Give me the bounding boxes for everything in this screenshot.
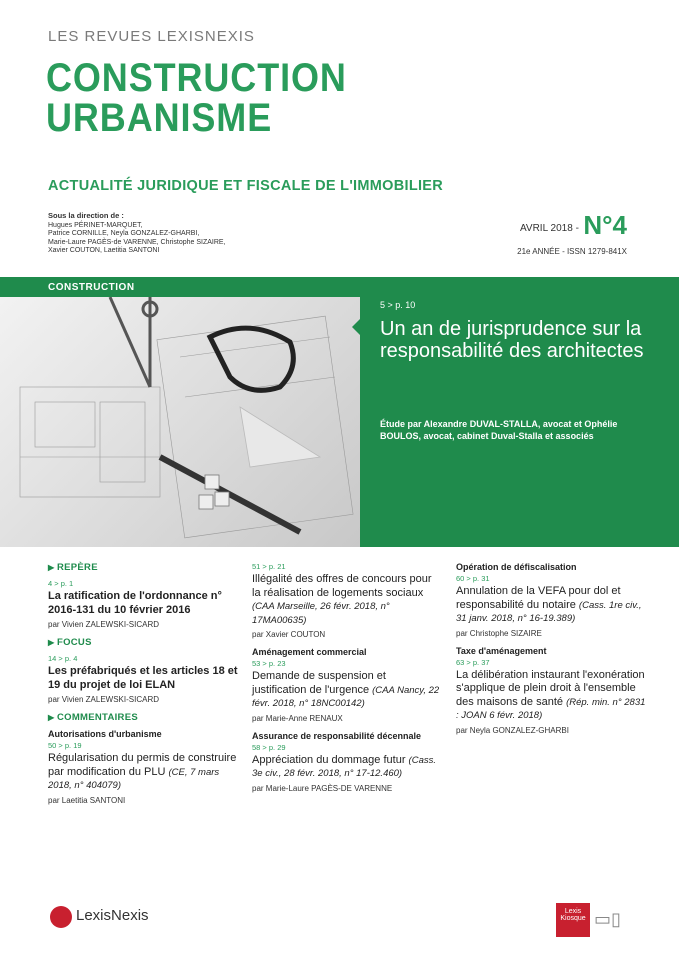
article-citation: (CAA Marseille, 26 févr. 2018, n° 17MA00635): [252, 601, 390, 626]
contents-column-1: [48, 562, 238, 813]
article-ref: 53 > p. 23: [252, 659, 286, 668]
article-author: par Xavier COUTON: [252, 630, 326, 639]
topic-heading: Opération de défiscalisation: [456, 562, 577, 572]
direction-line: Hugues PÉRINET-MARQUET,: [48, 222, 143, 230]
category-heading: ▶ REPÈRE: [48, 562, 238, 573]
article-author: par Marie-Anne RENAUX: [252, 713, 343, 723]
article-title[interactable]: La ratification de l'ordonnance n° 2016-131 du 10 février 2016: [48, 590, 222, 616]
article-title[interactable]: Les préfabriqués et les articles 18 et 19 du projet de loi ELAN: [48, 665, 238, 691]
article-ref: 14 > p. 4: [48, 654, 78, 663]
series-name: LES REVUES LEXISNEXIS: [48, 28, 255, 45]
article-ref: 63 > p. 37: [456, 657, 490, 667]
feature-reference: 5 > p. 10: [380, 300, 416, 310]
article-citation: (CE, 7 mars 2018, n° 404079): [48, 766, 220, 791]
article-ref: 60 > p. 31: [456, 574, 490, 583]
kiosque-badge: Lexis Kiosque: [556, 903, 590, 937]
lexisnexis-logo-icon: [50, 906, 72, 928]
article-ref: 58 > p. 29: [252, 742, 286, 752]
editorial-direction: [48, 212, 226, 255]
feature-byline: Étude par Alexandre DUVAL-STALLA, avocat et Ophélie BOULOS, avocat, cabinet Duval-Stalla et associés: [380, 419, 618, 441]
contents-column-2: [252, 562, 442, 801]
article-title[interactable]: Appréciation du dommage futur (Cass. 3e civ., 28 févr. 2018, n° 17-12.460): [252, 753, 436, 779]
category-heading: ▶ FOCUS: [48, 637, 238, 648]
article-citation: (Cass. 1re civ., 31 janv. 2018, n° 16-19.389): [456, 599, 642, 624]
title-line-2: URBANISME: [46, 96, 273, 140]
devices-icon: ▭▯: [594, 909, 621, 929]
feature-title[interactable]: Un an de jurisprudence sur la responsabilité des architectes: [380, 318, 644, 362]
blueprint-photo: [0, 297, 360, 547]
topic-heading: Aménagement commercial: [252, 647, 367, 657]
article-title[interactable]: Illégalité des offres de concours pour la réalisation de logements sociaux (CAA Marseille, 26 févr. 2018, n° 17MA00635): [252, 573, 432, 626]
category-heading: ▶ COMMENTAIRES: [48, 712, 238, 723]
article-author: par Neyla GONZALEZ-GHARBI: [456, 725, 569, 735]
topic-heading: Autorisations d'urbanisme: [48, 729, 162, 739]
article-title[interactable]: Annulation de la VEFA pour dol et responsabilité du notaire (Cass. 1re civ., 31 janv. 2018, n° 16-19.389): [456, 585, 642, 624]
direction-line: Marie-Laure PAGÈS-de VARENNE, Christophe SIZAIRE,: [48, 238, 226, 246]
blueprint-illustration: [0, 297, 360, 547]
topic-heading: Taxe d'aménagement: [456, 645, 547, 656]
direction-heading: Sous la direction de :: [48, 211, 124, 220]
article-citation: (Cass. 3e civ., 28 févr. 2018, n° 17-12.460): [252, 754, 436, 779]
article-title[interactable]: La délibération instaurant l'exonération s'applique de plein droit à l'ensemble des maisons de santé (Rép. min. n° 2831 : JOAN 6 févr. 2018): [456, 668, 646, 721]
feature-pointer: [352, 318, 361, 336]
title-line-1: CONSTRUCTION: [46, 56, 347, 100]
article-ref: 51 > p. 21: [252, 562, 286, 571]
journal-subtitle: ACTUALITÉ JURIDIQUE ET FISCALE DE L'IMMOBILIER: [48, 178, 444, 194]
article-title[interactable]: Régularisation du permis de construire par modification du PLU (CE, 7 mars 2018, n° 404079): [48, 752, 237, 791]
article-author: par Marie-Laure PAGÈS-DE VARENNE: [252, 783, 393, 793]
direction-line: Xavier COUTON, Laetitia SANTONI: [48, 246, 160, 254]
topic-heading: Assurance de responsabilité décennale: [252, 730, 422, 741]
issue-info: [517, 210, 627, 256]
article-title[interactable]: Demande de suspension et justification de l'urgence (CAA Nancy, 22 févr. 2018, n° 18NC00142): [252, 670, 440, 709]
article-author: par Laetitia SANTONI: [48, 795, 126, 805]
article-author: par Christophe SIZAIRE: [456, 628, 542, 638]
article-citation: (CAA Nancy, 22 févr. 2018, n° 18NC00142): [252, 684, 440, 709]
contents-column-3: [456, 562, 646, 743]
article-author: par Vivien ZALEWSKI-SICARD: [48, 620, 159, 629]
section-label: CONSTRUCTION: [48, 282, 135, 293]
issue-number: N°4: [583, 210, 627, 240]
article-ref: 4 > p. 1: [48, 579, 74, 588]
publisher-logo: LexisNexis: [76, 907, 149, 924]
article-citation: (Rép. min. n° 2831 : JOAN 6 févr. 2018): [456, 696, 646, 721]
article-ref: 50 > p. 19: [48, 741, 82, 750]
journal-title: [46, 58, 347, 138]
issue-date: AVRIL 2018 -: [519, 223, 579, 234]
issue-issn: 21e ANNÉE - ISSN 1279-841X: [517, 247, 627, 256]
article-author: par Vivien ZALEWSKI-SICARD: [48, 695, 159, 704]
direction-line: Patrice CORNILLE, Neyla GONZALEZ-GHARBI,: [48, 230, 200, 238]
